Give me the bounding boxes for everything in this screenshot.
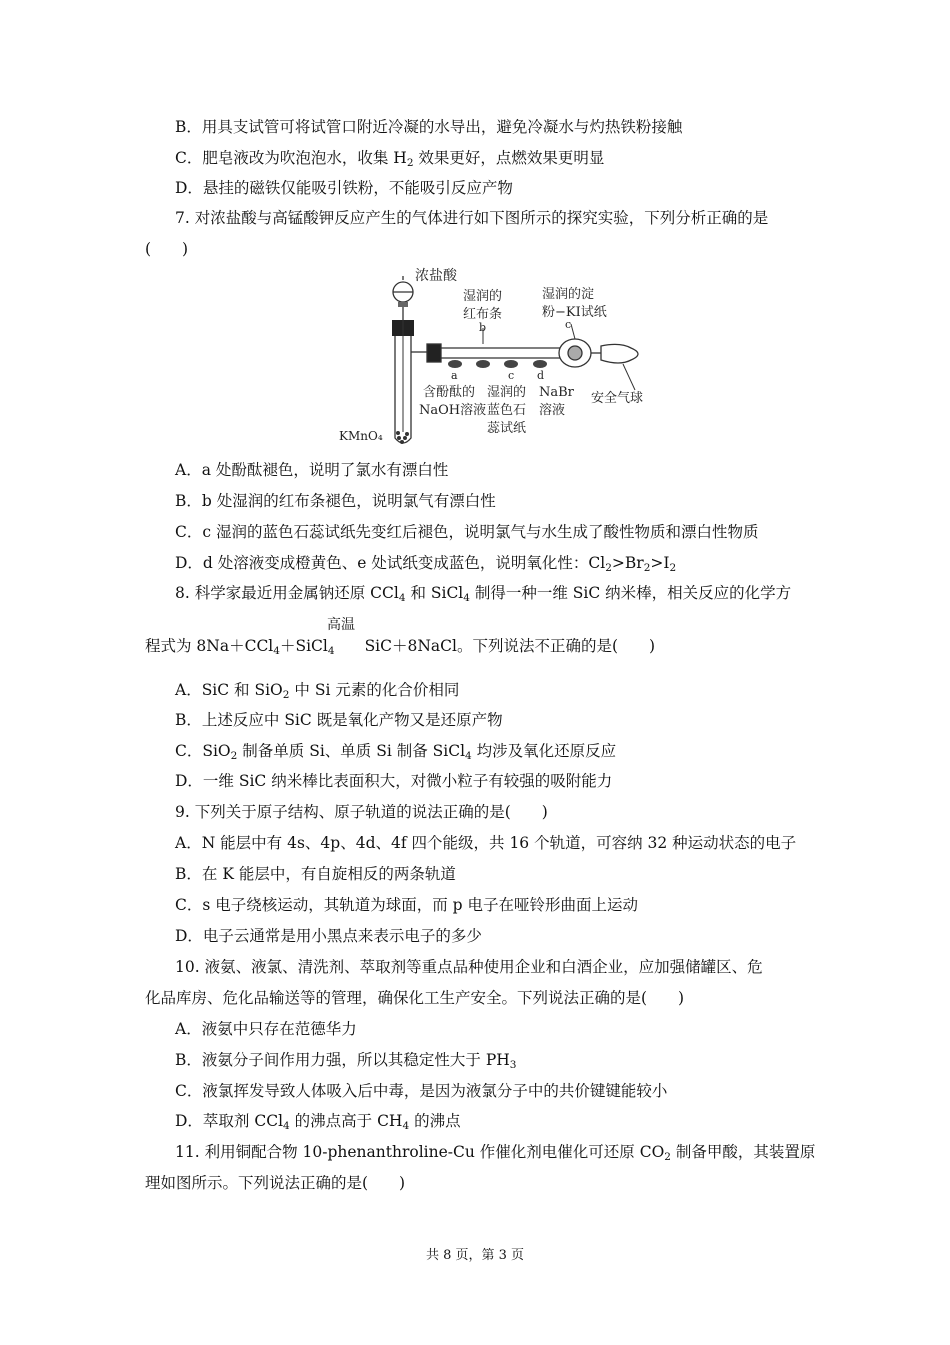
- q7-option-b: B．b 处湿润的红布条褪色，说明氯气有漂白性: [175, 492, 496, 510]
- q8-option-c: C．SiO$_2$ 制备单质 Si、单质 Si 制备 SiCl$_4$ 均涉及氧化还原反应: [175, 742, 617, 762]
- page-footer: 共 8 页，第 3 页: [425, 1248, 525, 1263]
- label-c-line3: 蕊试纸: [487, 421, 527, 436]
- label-c-line1: 湿润的: [487, 385, 527, 400]
- balloon-pointer: [623, 364, 635, 390]
- q8-option-a: A．SiC 和 SiO$_2$ 中 Si 元素的化合价相同: [175, 681, 460, 701]
- q10-option-d: D．萃取剂 CCl$_4$ 的沸点高于 $CH_4$ 的沸点: [175, 1112, 461, 1132]
- label-d-line2: 溶液: [539, 403, 566, 418]
- test-tube: [395, 320, 411, 443]
- label-a: a: [451, 369, 458, 382]
- q9-stem: 9. 下列关于原子结构、原子轨道的说法正确的是( ): [175, 803, 548, 821]
- q10-stem-line2: 化品库房、危化品输送等的管理，确保化工生产安全。下列说法正确的是( ): [145, 989, 685, 1007]
- label-c-line2: 蓝色石: [487, 403, 527, 418]
- label-kmno4: KMnO₄: [339, 429, 383, 443]
- safety-balloon: [591, 344, 638, 363]
- label-wet-ki-1: 湿润的淀: [542, 287, 595, 302]
- q10-option-b: B．液氨分子间作用力强，所以其稳定性大于 $PH_3$: [175, 1051, 517, 1071]
- dropping-funnel: [393, 276, 413, 320]
- q9-option-d: D．电子云通常是用小黑点来表示电子的多少: [175, 927, 482, 945]
- label-wet-ki-2: 粉−KI试纸: [542, 305, 607, 320]
- label-d-line1: NaBr: [539, 385, 574, 400]
- q8-reaction-condition: 高温: [327, 617, 355, 633]
- label-a-line1: 含酚酞的: [423, 385, 476, 400]
- q8-option-d: D．一维 SiC 纳米棒比表面积大，对微小粒子有较强的吸附能力: [175, 772, 613, 790]
- label-wet-red-2: 红布条: [463, 307, 503, 322]
- delivery-tube: [411, 344, 560, 362]
- q7-stem: 7. 对浓盐酸与高锰酸钾反应产生的气体进行如下图所示的探究实验，下列分析正确的是: [175, 209, 769, 227]
- label-b: b: [479, 321, 487, 334]
- q7-apparatus-figure: [335, 262, 665, 454]
- label-c: c: [508, 369, 515, 382]
- ki-bulb: [559, 339, 591, 367]
- q6-option-d: D．悬挂的磁铁仅能吸引铁粉，不能吸引反应产物: [175, 179, 513, 197]
- label-a-line2: NaOH溶液: [419, 403, 487, 418]
- q9-option-c: C．s 电子绕核运动，其轨道为球面，而 p 电子在哑铃形曲面上运动: [175, 896, 639, 914]
- q10-option-c: C．液氯挥发导致人体吸入后中毒，是因为液氯分子中的共价键键能较小: [175, 1082, 668, 1100]
- q11-stem-line2: 理如图所示。下列说法正确的是( ): [145, 1174, 406, 1192]
- q7-option-d: D．d 处溶液变成橙黄色、e 处试纸变成蓝色，说明氧化性：$Cl_2>Br_2>I_2$: [175, 554, 677, 574]
- q8-stem: 8. 科学家最近用金属钠还原 CCl$_4$ 和 SiCl$_4$ 制得一种一维 SiC 纳米棒，相关反应的化学方: [175, 584, 792, 604]
- q11-stem-line1: 11. 利用铜配合物 10-phenanthroline-Cu 作催化剂电催化可还原 $CO_2$ 制备甲酸，其装置原: [175, 1143, 816, 1163]
- label-c-top: c: [565, 318, 572, 331]
- q6-option-c: C．肥皂液改为吹泡泡水，收集 $H_2$ 效果更好，点燃效果更明显: [175, 149, 605, 169]
- q7-option-c: C．c 湿润的蓝色石蕊试纸先变红后褪色，说明氯气与水生成了酸性物质和漂白性物质: [175, 523, 759, 541]
- label-balloon: 安全气球: [591, 391, 644, 406]
- q10-stem-line1: 10. 液氨、液氯、清洗剂、萃取剂等重点品种使用企业和白酒企业，应加强储罐区、危: [175, 958, 763, 976]
- q9-option-b: B．在 K 能层中，有自旋相反的两条轨道: [175, 865, 456, 883]
- q7-answer-paren: ( ): [145, 240, 189, 258]
- label-conc-hcl: 浓盐酸: [415, 268, 457, 284]
- label-d: d: [537, 369, 545, 382]
- q9-option-a: A．N 能层中有 4s、4p、4d、4f 四个能级，共 16 个轨道，可容纳 32 种运动状态的电子: [175, 834, 797, 852]
- q8-option-b: B．上述反应中 SiC 既是氧化产物又是还原产物: [175, 711, 503, 729]
- label-wet-red-1: 湿润的: [463, 289, 503, 304]
- q10-option-a: A．液氨中只存在范德华力: [175, 1020, 357, 1038]
- q8-equation: 程式为 8Na＋CCl$_4$＋SiCl$_4$ SiC＋8NaCl。下列说法不正确的是( ): [145, 637, 656, 657]
- q7-option-a: A．a 处酚酞褪色，说明了氯水有漂白性: [175, 461, 449, 479]
- c-pointer: [571, 324, 575, 339]
- sample-spots: [448, 360, 547, 368]
- q6-option-b: B．用具支试管可将试管口附近冷凝的水导出，避免冷凝水与灼热铁粉接触: [175, 118, 683, 136]
